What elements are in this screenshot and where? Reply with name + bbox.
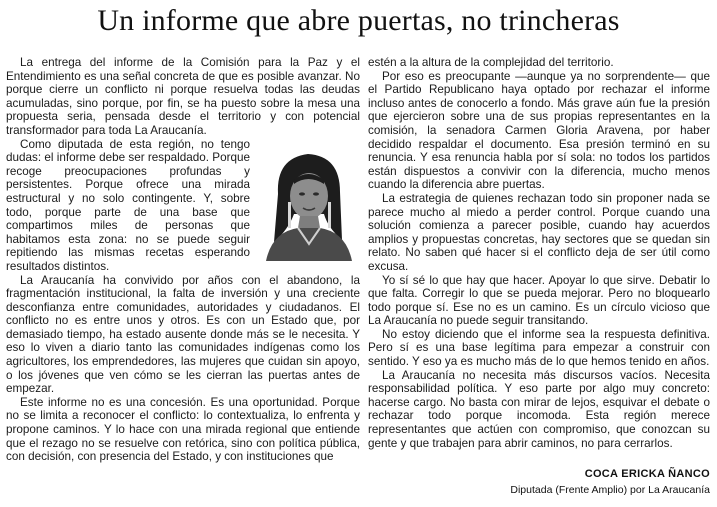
article-paragraph: Este informe no es una concesión. Es una oportunidad. Porque no se limita a reconocer el conflicto: lo contextualiza, lo enfrenta y propone caminos. Y lo hace con una mirada regional que entiende que el rezago no se resuelve con retórica, sino con política pública, con decisión, con presencia del Estado, y con instituciones que <box>6 395 360 464</box>
author-role: Diputada (Frente Amplio) por La Araucanía <box>510 484 710 496</box>
article-column-right <box>368 56 710 450</box>
article-paragraph: estén a la altura de la complejidad del territorio. <box>368 56 614 69</box>
article-paragraph: La Araucanía ha convivido por años con el abandono, la fragmentación institucional, la falta de inversión y una creciente desconfianza entre comunidades, autoridades y ciudadanos. El conflicto no es entre unos y otros. Es con un Estado que, por demasiado tiempo, ha estado ausente donde más se le necesita. Y eso lo viven a diario tanto las comunidades indígenas como los agricultores, los emprendedores, las mujeres que cuidan sin apoyo, o los jóvenes que ven cómo se les cierran las puertas antes de empezar. <box>6 273 360 396</box>
article-column-left <box>6 56 360 464</box>
article-paragraph: La estrategia de quienes rechazan todo sin proponer nada se parece mucho al miedo a perder control. Porque cuando una solución comienza a parecer posible, cuando hay acuerdos amplios y propuestas concretas, hay sectores que se quedan sin relato. No saben qué hacer si el conflicto deja de ser útil como excusa. <box>368 191 710 273</box>
author-name: COCA ERICKA ÑANCO <box>584 468 710 480</box>
article-headline: Un informe que abre puertas, no trincheras <box>97 4 620 37</box>
article-paragraph: La entrega del informe de la Comisión para la Paz y el Entendimiento es una señal concreta de que es posible avanzar. No porque cierre un conflicto ni porque resuelva todas las deudas acumuladas, sino porque, por fin, se ha puesto sobre la mesa una propuesta seria, pensada desde el territorio y con potencial transformador para toda La Araucanía. <box>6 56 360 137</box>
article-paragraph: La Araucanía no necesita más discursos vacíos. Necesita responsabilidad política. Y eso parte por algo muy concreto: hacerse cargo. No basta con mirar de lejos, esquivar el debate o rechazar todo porque incomoda. Esta región merece representantes que actúen con compromiso, que conozcan su gente y que trabajen para abrir caminos, no para cerrarlos. <box>368 368 710 450</box>
author-signature <box>368 468 710 496</box>
article-paragraph: Yo sí sé lo que hay que hacer. Apoyar lo que sirve. Debatir lo que falta. Corregir lo que se pueda mejorar. Pero no bloquearlo todo porque sí. Ese no es un camino. Es un círculo vicioso que La Araucanía no puede seguir transitando. <box>368 273 710 328</box>
article-paragraph: Por eso es preocupante —aunque ya no sorprendente— que el Partido Republicano haya optado por rechazar el informe incluso antes de conocerlo a fondo. Más grave aún fue la presión que ejercieron sobre una de sus propias representantes en la comisión, la senadora Carmen Gloria Aravena, por haber decidido respaldar el documento. Esa presión terminó en su renuncia. Y esa renuncia habla por sí sola: no todos los partidos están dispuestos a convivir con la diferencia, mucho menos cuando la diferencia abre puertas. <box>368 69 710 192</box>
author-photo <box>258 144 358 261</box>
article-paragraph: Como diputada de esta región, no tengo dudas: el informe debe ser respaldado. Porque recoge preocupaciones profundas y persistentes. Porque ofrece una mirada estructural y no solo contingente. Y, sobre todo, porque parte de una base que compartimos miles de personas que habitamos esta zona: no se puede seguir repitiendo las mismas recetas esperando resultados distintos. <box>6 137 250 273</box>
article-paragraph: No estoy diciendo que el informe sea la respuesta definitiva. Pero sí es una base legítima para empezar a construir con sentido. Y eso ya es mucho más de lo que hemos tenido en años. <box>368 327 710 369</box>
